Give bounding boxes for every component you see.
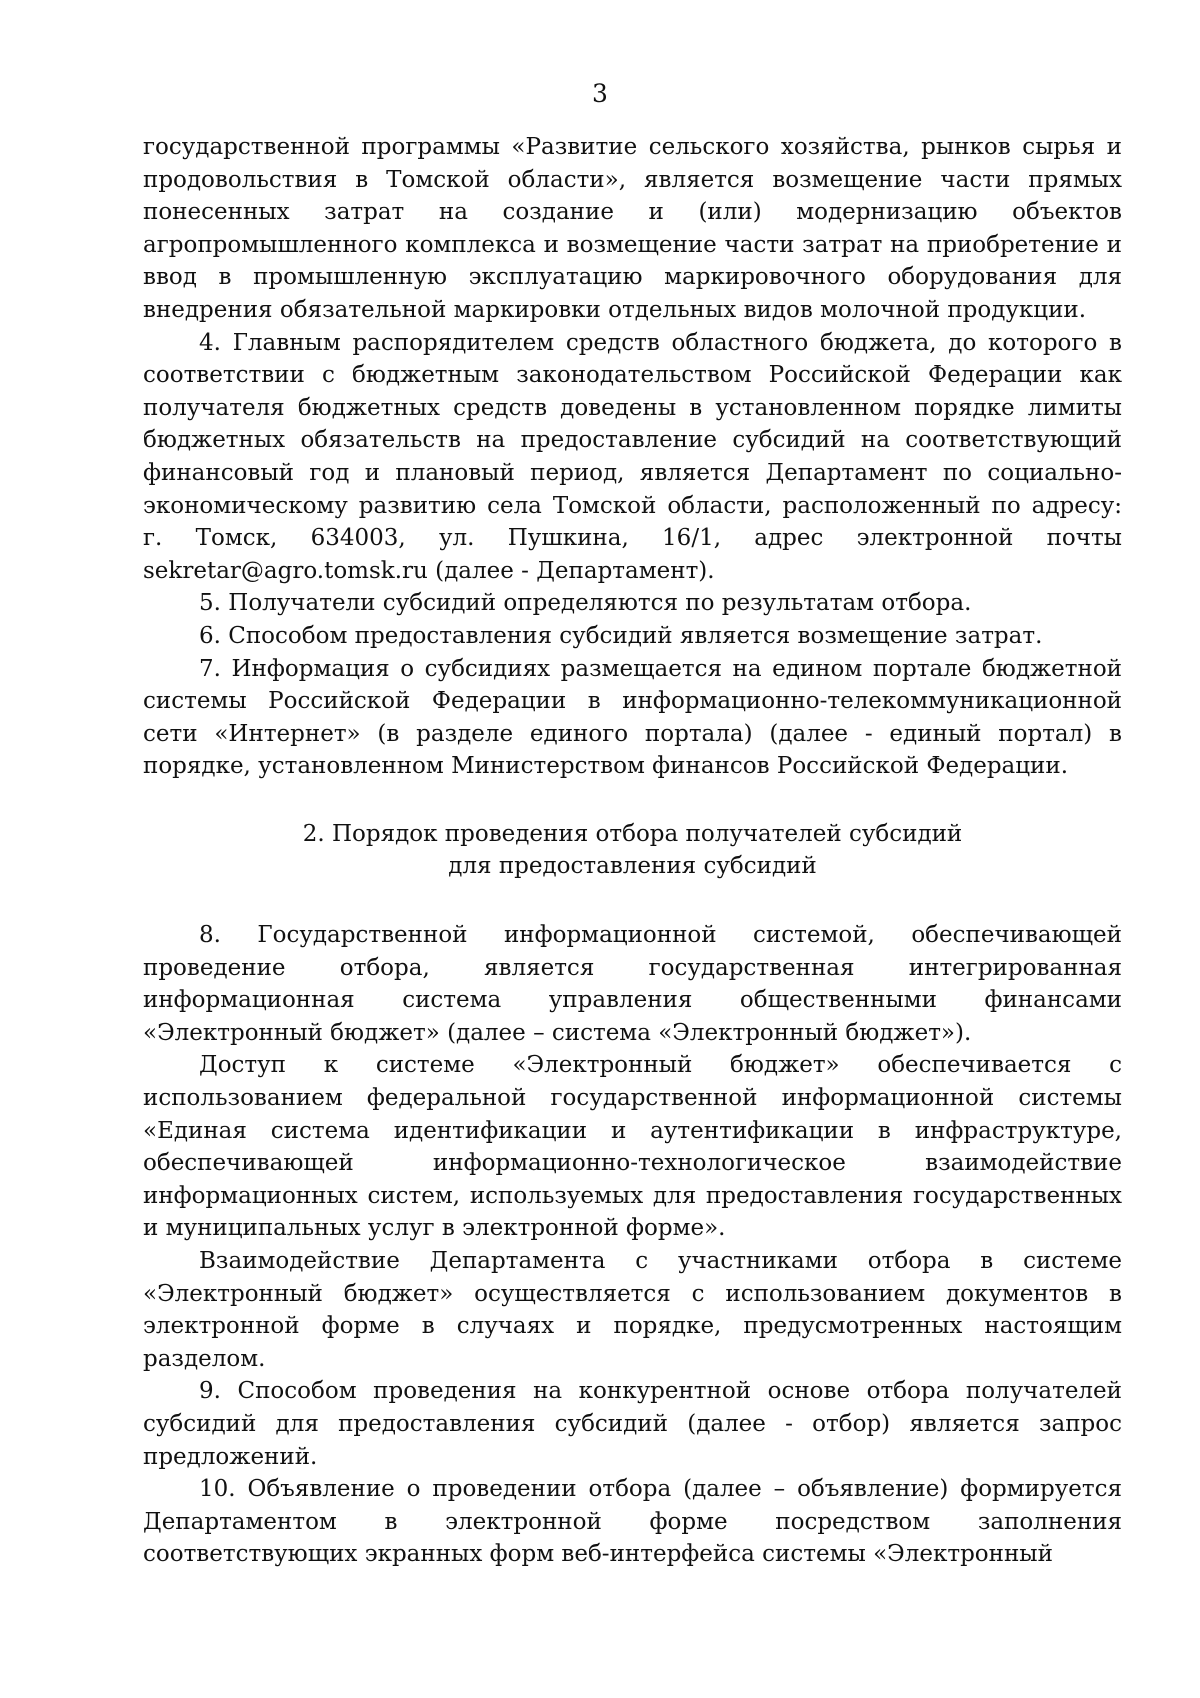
section-heading — [143, 818, 1122, 883]
paragraph-item-5: 5. Получатели субсидий определяются по результатам отбора. — [199, 590, 972, 617]
paragraph-item-7: 7. Информация о субсидиях размещается на едином портале бюджетной системы Российской Федерации в информационно-телекоммуникационной сети «Интернет» (в разделе единого портала) (далее - единый портал) в порядке, установленном Министерством финансов Российской Федерации. — [143, 655, 1122, 780]
paragraph-interaction: Взаимодействие Департамента с участниками отбора в системе «Электронный бюджет» осуществляется с использованием документов в электронной форме в случаях и порядке, предусмотренных настоящим разделом. — [143, 1248, 1122, 1372]
document-body — [143, 131, 1122, 1571]
paragraph-item-10: 10. Объявление о проведении отбора (далее – объявление) формируется Департаментом в электронной форме посредством заполнения соответствующих экранных форм веб-интерфейса системы «Электронный — [143, 1476, 1122, 1568]
paragraph-item-4: 4. Главным распорядителем средств областного бюджета, до которого в соответствии с бюджетным законодательством Российской Федерации как получателя бюджетных средств доведены в установленном порядке лимиты бюджетных обязательств на предоставление субсидий на соответствующий финансовый год и плановый период, является Департамент по социально-экономическому развитию села Томской области, расположенный по адресу: г. Томск, 634003, ул. Пушкина, 16/1, адрес электронной почты sekretar@agro.tomsk.ru (далее - Департамент). — [143, 329, 1122, 584]
paragraph-item-8: 8. Государственной информационной системой, обеспечивающей проведение отбора, является государственная интегрированная информационная система управления общественными финансами «Электронный бюджет» (далее – система «Электронный бюджет»). — [143, 922, 1122, 1046]
section-heading-line-2: для предоставления субсидий — [448, 853, 817, 880]
paragraph-continuation: государственной программы «Развитие сельского хозяйства, рынков сырья и продовольствия в Томской области», является возмещение части прямых понесенных затрат на создание и (или) модернизацию объектов агропромышленного комплекса и возмещение части затрат на приобретение и ввод в промышленную эксплуатацию маркировочного оборудования для внедрения обязательной маркировки отдельных видов молочной продукции. — [143, 134, 1122, 323]
section-heading-line-1: 2. Порядок проведения отбора получателей субсидий — [302, 820, 963, 847]
paragraph-item-6: 6. Способом предоставления субсидий является возмещение затрат. — [199, 622, 1043, 649]
page-number: 3 — [592, 79, 608, 108]
paragraph-item-9: 9. Способом проведения на конкурентной основе отбора получателей субсидий для предоставления субсидий (далее - отбор) является запрос предложений. — [143, 1378, 1122, 1470]
paragraph-access: Доступ к системе «Электронный бюджет» обеспечивается с использованием федеральной государственной информационной системы «Единая система идентификации и аутентификации в инфраструктуре, обеспечивающей информационно-технологическое взаимодействие информационных систем, используемых для предоставления государственных и муниципальных услуг в электронной форме». — [143, 1052, 1122, 1242]
